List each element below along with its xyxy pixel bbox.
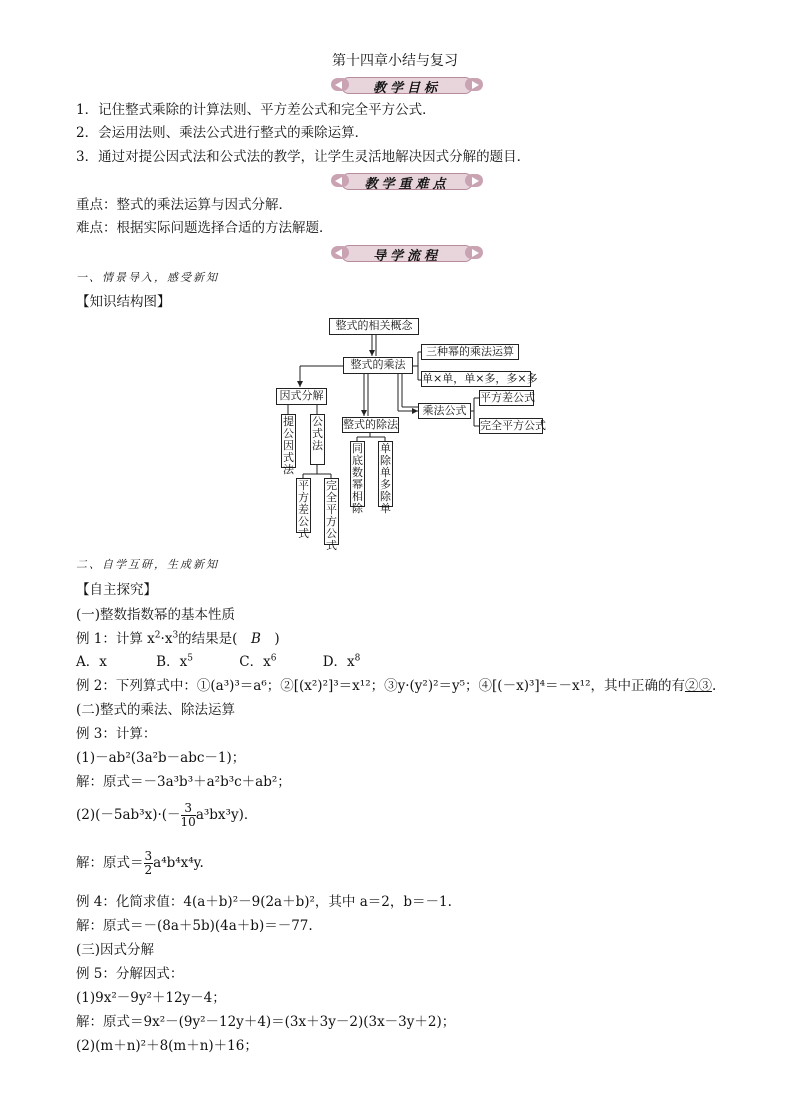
example-1-options: A．x B．$x^5$ C．$x^6$ D．$x^8$ [76, 653, 361, 670]
node-root-concepts: 整式的相关概念 [329, 318, 419, 335]
example-3-q1: (1)－ab²(3a²b－abc－1)； [76, 750, 246, 766]
banner-key-difficult: 教学重难点 [331, 171, 483, 190]
option-d: D．x [322, 654, 355, 670]
section-heading-1: 一、情景导入，感受新知 [76, 271, 219, 284]
example-4-solution: 解：原式＝－(8a＋5b)(4a＋b)＝－77. [76, 918, 313, 934]
answer-1: B [250, 631, 261, 647]
example-4: 例 4：化简求值：4(a＋b)²－9(2a＋b)²，其中 a＝2，b＝－1. [76, 894, 452, 910]
node-three-powers: 三种幂的乘法运算 [421, 344, 519, 360]
node-same-base-division: 同底数幂相除 [352, 442, 363, 515]
example-5-q1: (1)9x²－9y²＋12y－4； [76, 990, 226, 1006]
page-title: 第十四章小结与复习 [332, 53, 458, 69]
example-5: 例 5：分解因式： [76, 966, 184, 982]
node-diff-squares: 平方差公式 [480, 391, 535, 404]
part2-heading: (二)整式的乘法、除法运算 [76, 702, 236, 718]
answer-2: ②③ [684, 678, 712, 694]
node-factorization: 因式分解 [276, 388, 327, 405]
fraction-3-2: $\frac{3}{2}$ [144, 849, 153, 877]
node-mono-division: 单除单多除单 [380, 442, 391, 515]
example-3: 例 3：计算： [76, 726, 157, 742]
fraction-3-10: $\frac{3}{10}$ [180, 801, 196, 829]
option-b: B．x [156, 654, 188, 670]
goal-item-3: 3．通过对提公因式法和公式法的教学，让学生灵活地解决因式分解的题目． [76, 149, 531, 165]
node-division: 整式的除法 [343, 418, 398, 431]
node-multiplication: 整式的乘法 [343, 357, 413, 374]
node-formula-mult: 乘法公式 [418, 403, 471, 419]
option-c: C．x [239, 654, 271, 670]
node-fm-perfect-square: 完全平方公式 [326, 479, 337, 552]
goal-item-1: 1．记住整式乘除的计算法则、平方差公式和完全平方公式． [76, 102, 436, 118]
banner-teaching-goals: 教学目标 [331, 75, 483, 94]
part1-heading: (一)整数指数幂的基本性质 [76, 607, 236, 623]
example-3-a2: 解：原式＝ $\frac{3}{2}$ a⁴b⁴x⁴y. [76, 849, 204, 877]
part3-heading: (三)因式分解 [76, 942, 155, 958]
example-3-a1: 解：原式＝－3a³b³＋a²b³c＋ab²； [76, 774, 291, 790]
node-common-factor: 提公因式法 [283, 415, 294, 476]
example-3-q2: (2)(－5ab³x)·(－ $\frac{3}{10}$ a³bx³y)． [76, 801, 258, 829]
example-5-q2: (2)(m＋n)²＋8(m＋n)＋16； [76, 1038, 258, 1054]
option-a: A．x [76, 654, 107, 670]
example-1: 例 1：计算 $x^2\cdot x^3$的结果是( B ) [76, 630, 280, 647]
difficulty-point: 难点：根据实际问题选择合适的方法解题． [76, 220, 333, 236]
node-fm-diff-squares: 平方差公式 [298, 479, 309, 540]
example-2: 例 2：下列算式中：①(a³)³＝a⁶；②[(x²)²]³＝x¹²；③y·(y²)²＝y⁵；④[(－x)³]⁴＝－x¹²，其中正确的有②③. [76, 678, 717, 694]
banner-guided-flow: 导学流程 [331, 243, 483, 262]
goal-item-2: 2．会运用法则、乘法公式进行整式的乘除运算． [76, 125, 369, 141]
example-5-a1: 解：原式＝9x²－(9y²－12y＋4)＝(3x＋3y－2)(3x－3y＋2)； [76, 1014, 456, 1030]
self-explore-heading: 【自主探究】 [76, 582, 157, 598]
knowledge-map-heading: 【知识结构图】 [76, 294, 171, 310]
key-point: 重点：整式的乘法运算与因式分解． [76, 197, 292, 213]
node-formula-method: 公式法 [310, 414, 325, 465]
node-perfect-square: 完全平方公式 [480, 419, 546, 432]
section-heading-2: 二、自学互研，生成新知 [76, 558, 219, 571]
node-mono-poly: 单×单，单×多，多×多 [422, 372, 538, 385]
